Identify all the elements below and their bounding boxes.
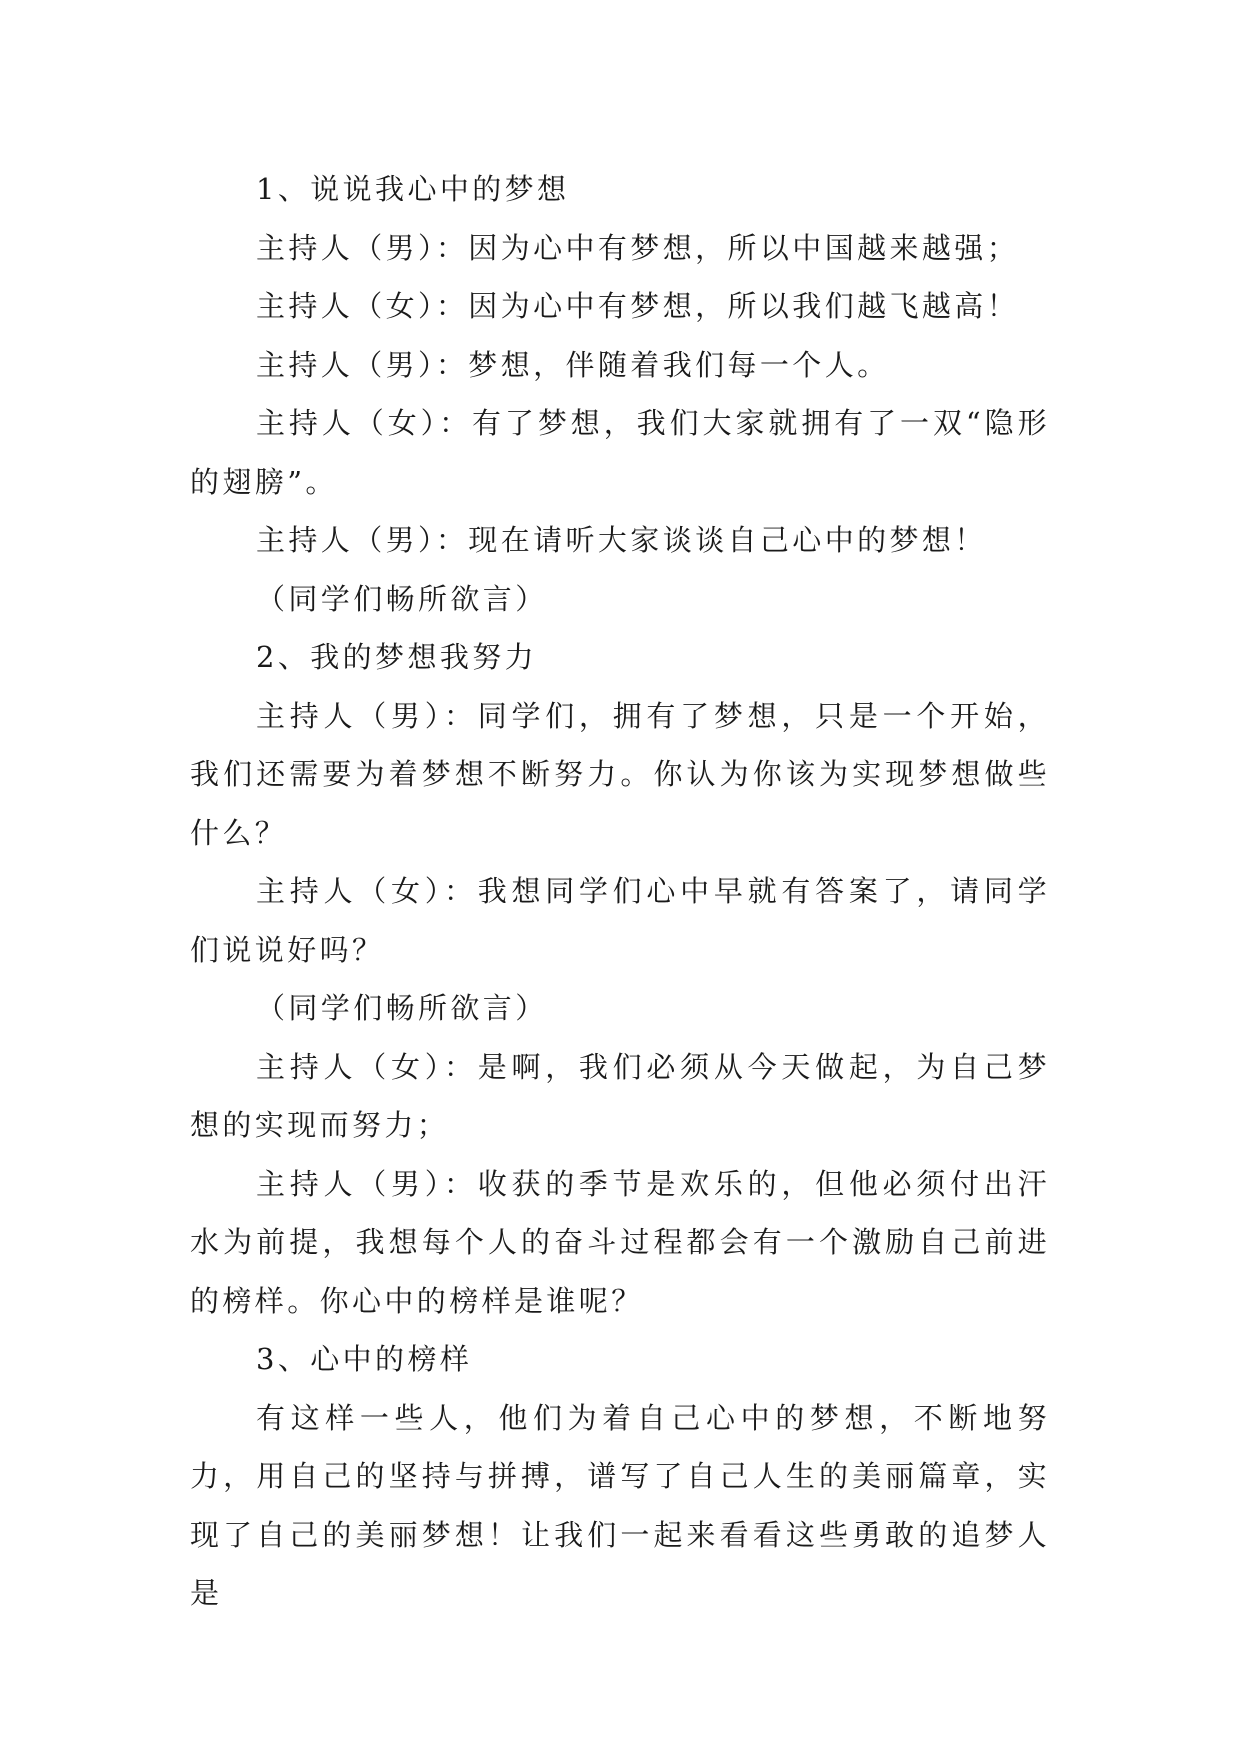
document-body: [190, 160, 1050, 1623]
paragraph: 主持人（女）：因为心中有梦想，所以我们越飞越高！: [256, 289, 1020, 323]
stage-direction: （同学们畅所欲言）: [256, 991, 548, 1025]
section-heading-1: 1、说说我心中的梦想: [256, 172, 570, 206]
stage-direction: （同学们畅所欲言）: [256, 581, 548, 616]
paragraph: 主持人（男）：同学们，拥有了梦想，只是一个开始，我们还需要为着梦想不断努力。你认为你该为实现梦想做些什么？: [190, 698, 1050, 850]
section-heading-2: 2、我的梦想我努力: [256, 640, 538, 674]
paragraph: 主持人（男）：梦想，伴随着我们每一个人。: [256, 347, 890, 382]
paragraph: 有这样一些人，他们为着自己心中的梦想，不断地努力，用自己的坚持与拼搏，谱写了自己人生的美丽篇章，实现了自己的美丽梦想！让我们一起来看看这些勇敢的追梦人是: [190, 1400, 1050, 1610]
paragraph: 主持人（男）：收获的季节是欢乐的，但他必须付出汗水为前提，我想每个人的奋斗过程都会有一个激励自己前进的榜样。你心中的榜样是谁呢？: [190, 1166, 1050, 1318]
paragraph: 主持人（男）：因为心中有梦想，所以中国越来越强；: [256, 230, 1020, 265]
paragraph: 主持人（女）：有了梦想，我们大家就拥有了一双“隐形的翅膀”。: [190, 406, 1050, 499]
section-heading-3: 3、心中的榜样: [256, 1342, 473, 1376]
paragraph: 主持人（男）：现在请听大家谈谈自己心中的梦想！: [256, 523, 987, 557]
paragraph: 主持人（女）：是啊，我们必须从今天做起，为自己梦想的实现而努力；: [190, 1049, 1050, 1142]
paragraph: 主持人（女）：我想同学们心中早就有答案了，请同学们说说好吗？: [190, 874, 1050, 967]
